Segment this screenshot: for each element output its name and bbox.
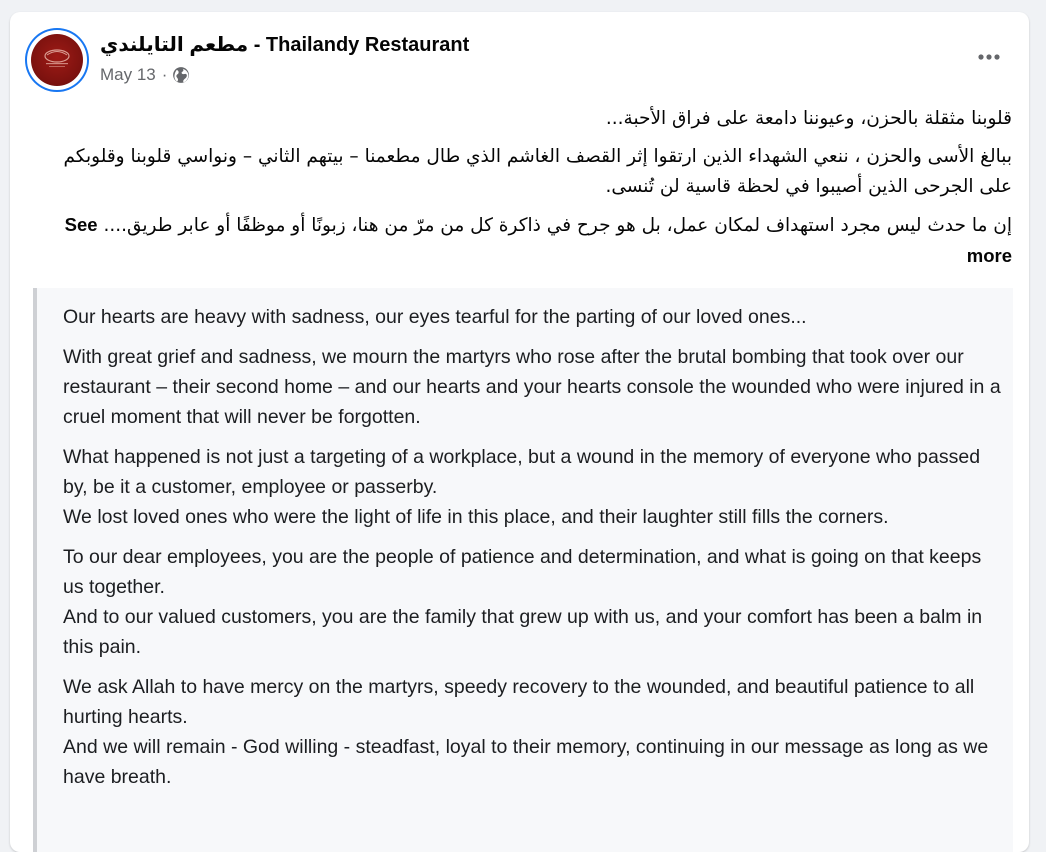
page-name-link[interactable]: مطعم التايلندي - Thailandy Restaurant — [100, 34, 470, 56]
arabic-paragraph-3 — [30, 210, 1012, 272]
translation-paragraph-4 — [63, 542, 1001, 662]
meta-separator: · — [161, 65, 168, 84]
post-card — [10, 12, 1029, 852]
post-meta — [100, 65, 190, 85]
page-avatar[interactable] — [27, 30, 87, 90]
translation-paragraph-3 — [63, 442, 1001, 532]
see-more-link[interactable]: See more — [64, 214, 1012, 266]
translation-paragraph-2: With great grief and sadness, we mourn the martyrs who rose after the brutal bombing that took over our restaurant – their second home – and our hearts and your hearts console the wounded who were injured in a cruel moment that will never be forgotten. — [63, 346, 1001, 428]
post-translation — [33, 288, 1013, 852]
post-date[interactable]: May 13 — [100, 65, 156, 84]
translation-p3-line-2: We lost loved ones who were the light of life in this place, and their laughter still fills the corners. — [63, 506, 889, 528]
translation-paragraph-5 — [63, 672, 1001, 792]
post-text-arabic — [30, 104, 1012, 280]
translation-p4-line-1: To our dear employees, you are the people of patience and determination, and what is going on that keeps us together. — [63, 546, 982, 598]
post-header — [10, 12, 1029, 98]
arabic-paragraph-2: ببالغ الأسى والحزن ، ننعي الشهداء الذين ارتقوا إثر القصف الغاشم الذي طال مطعمنا – بيتهم الثاني – ونواسي قلوبنا وقلوبكم على الجرحى الذين أصيبوا في لحظة قاسية لن تُنسى. — [63, 146, 1012, 197]
translation-p3-line-1: What happened is not just a targeting of a workplace, but a wound in the memory of everyone who passed by, be it a customer, employee or passerby. — [63, 446, 981, 498]
arabic-paragraph-3-text: إن ما حدث ليس مجرد استهداف لمكان عمل، بل هو جرح في ذاكرة كل من مرّ من هنا، زبونًا أو موظفًا أو عابر طريق.... — [103, 215, 1012, 236]
translation-p5-line-1: We ask Allah to have mercy on the martyrs, speedy recovery to the wounded, and beautiful patience to all hurting hearts. — [63, 676, 975, 728]
globe-icon — [172, 66, 190, 84]
more-options-icon — [976, 48, 1002, 66]
translation-p5-line-2: And we will remain - God willing - steadfast, loyal to their memory, continuing in our message as long as we have breath. — [63, 736, 989, 788]
restaurant-logo-icon — [31, 34, 83, 86]
more-options-button[interactable] — [971, 43, 1007, 71]
translation-p4-line-2: And to our valued customers, you are the family that grew up with us, and your comfort has been a balm in this pain. — [63, 606, 983, 658]
arabic-paragraph-1: قلوبنا مثقلة بالحزن، وعيوننا دامعة على فراق الأحبة... — [605, 108, 1012, 129]
translation-paragraph-1: Our hearts are heavy with sadness, our eyes tearful for the parting of our loved ones... — [63, 306, 807, 328]
